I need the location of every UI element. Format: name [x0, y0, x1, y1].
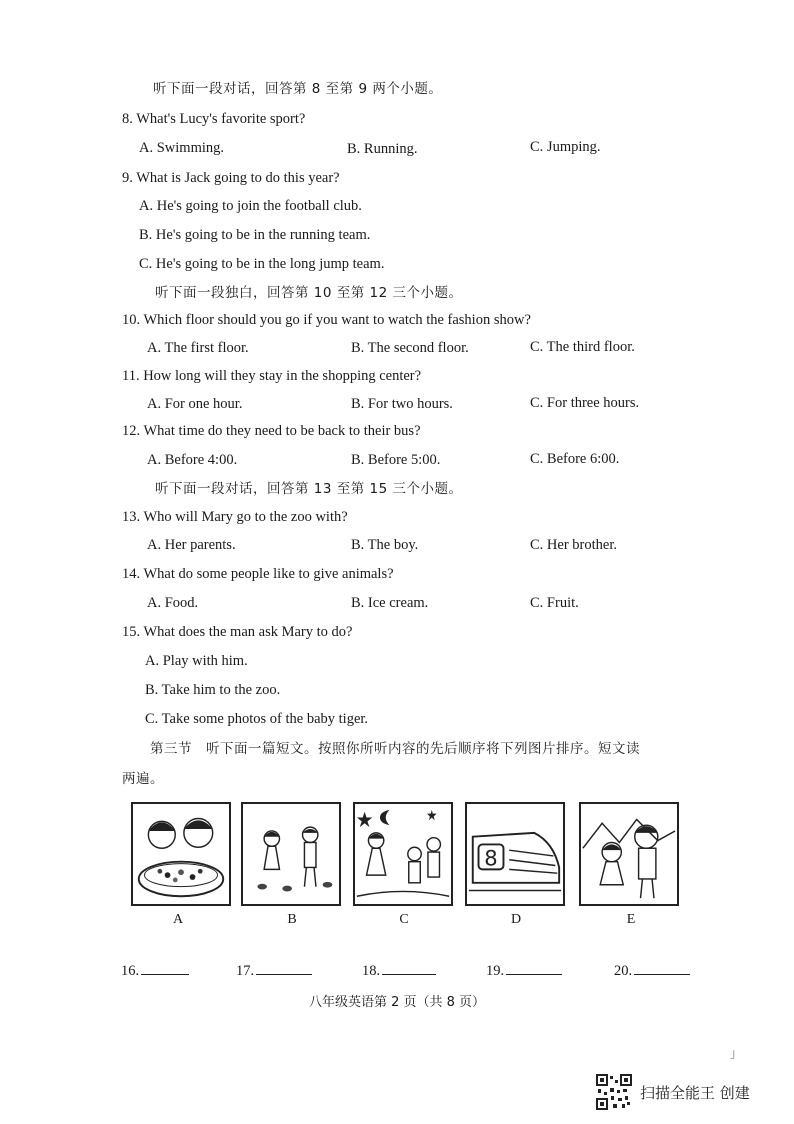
- q8-option-c: C. Jumping.: [530, 139, 601, 155]
- q15-option-b: B. Take him to the zoo.: [145, 682, 281, 698]
- picture-c-label: C: [399, 912, 409, 927]
- blank-number: 18.: [362, 963, 381, 979]
- question-11: 11. How long will they stay in the shopping center?: [122, 368, 422, 384]
- picture-b-label: B: [287, 912, 297, 927]
- q13-option-b: B. The boy.: [351, 537, 419, 553]
- blank-number: 20.: [614, 963, 633, 979]
- question-8: 8. What's Lucy's favorite sport?: [122, 111, 306, 127]
- question-10: 10. Which floor should you go if you want to watch the fashion show?: [122, 312, 531, 328]
- q11-option-a: A. For one hour.: [147, 396, 243, 412]
- q13-option-a: A. Her parents.: [147, 537, 236, 553]
- q10-option-c: C. The third floor.: [530, 339, 635, 355]
- q12-option-a: A. Before 4:00.: [147, 452, 238, 468]
- section-intro-10-12: 听下面一段独白，回答第 10 至第 12 三个小题。: [155, 285, 463, 301]
- answer-blank-16[interactable]: [121, 960, 189, 980]
- q9-option-a: A. He's going to join the football club.: [139, 198, 362, 214]
- train-drawing: [467, 804, 563, 904]
- svg-text:8: 8: [484, 845, 498, 871]
- picture-e-label: E: [626, 912, 636, 927]
- question-13: 13. Who will Mary go to the zoo with?: [122, 509, 348, 525]
- blank-number: 19.: [486, 963, 505, 979]
- q9-option-c: C. He's going to be in the long jump team.: [139, 256, 385, 272]
- answer-blank-18[interactable]: [362, 960, 436, 980]
- part3-instruction-cont: 两遍。: [122, 771, 164, 787]
- answer-blank-20[interactable]: [614, 960, 690, 980]
- blank-line: [634, 960, 690, 975]
- feeding-birds-drawing: [243, 804, 339, 904]
- q9-option-b: B. He's going to be in the running team.: [139, 227, 371, 243]
- mountain-kids-drawing: [581, 804, 677, 904]
- blank-line: [141, 960, 189, 975]
- train-picture: [465, 802, 565, 906]
- q13-option-c: C. Her brother.: [530, 537, 617, 553]
- page-footer: 八年级英语第 2 页（共 8 页）: [308, 995, 486, 1010]
- question-15: 15. What does the man ask Mary to do?: [122, 624, 353, 640]
- q12-option-b: B. Before 5:00.: [351, 452, 441, 468]
- picture-a-label: A: [172, 912, 184, 927]
- q14-option-c: C. Fruit.: [530, 595, 579, 611]
- blank-line: [506, 960, 562, 975]
- part3-instruction: 第三节 听下面一篇短文。按照你所听内容的先后顺序将下列图片排序。短文读: [150, 741, 640, 757]
- blank-line: [256, 960, 312, 975]
- section-intro-13-15: 听下面一段对话，回答第 13 至第 15 三个小题。: [155, 481, 463, 497]
- q14-option-b: B. Ice cream.: [351, 595, 429, 611]
- q8-option-a: A. Swimming.: [139, 140, 224, 156]
- q15-option-a: A. Play with him.: [145, 653, 248, 669]
- corner-mark: 」: [730, 1046, 743, 1060]
- mountain-kids-picture: [579, 802, 679, 906]
- q11-option-b: B. For two hours.: [351, 396, 453, 412]
- q10-option-a: A. The first floor.: [147, 340, 249, 356]
- blank-number: 17.: [236, 963, 255, 979]
- section-intro-8-9: 听下面一段对话，回答第 8 至第 9 两个小题。: [153, 81, 443, 97]
- night-walk-drawing: [355, 804, 451, 904]
- question-12: 12. What time do they need to be back to their bus?: [122, 423, 421, 439]
- q14-option-a: A. Food.: [147, 595, 199, 611]
- answer-blank-19[interactable]: [486, 960, 562, 980]
- feeding-birds-picture: [241, 802, 341, 906]
- hotpot-kids-drawing: [133, 804, 229, 904]
- answer-blank-17[interactable]: [236, 960, 312, 980]
- question-9: 9. What is Jack going to do this year?: [122, 170, 340, 186]
- q12-option-c: C. Before 6:00.: [530, 451, 620, 467]
- question-14: 14. What do some people like to give animals?: [122, 566, 394, 582]
- q15-option-c: C. Take some photos of the baby tiger.: [145, 711, 369, 727]
- blank-line: [382, 960, 436, 975]
- q8-option-b: B. Running.: [347, 141, 418, 157]
- picture-d-label: D: [510, 912, 522, 927]
- blank-number: 16.: [121, 963, 140, 979]
- night-walk-picture: [353, 802, 453, 906]
- qr-code-icon: [596, 1074, 632, 1110]
- scanner-brand-text: 扫描全能王 创建: [640, 1084, 750, 1102]
- q11-option-c: C. For three hours.: [530, 395, 640, 411]
- q10-option-b: B. The second floor.: [351, 340, 469, 356]
- hotpot-kids-picture: [131, 802, 231, 906]
